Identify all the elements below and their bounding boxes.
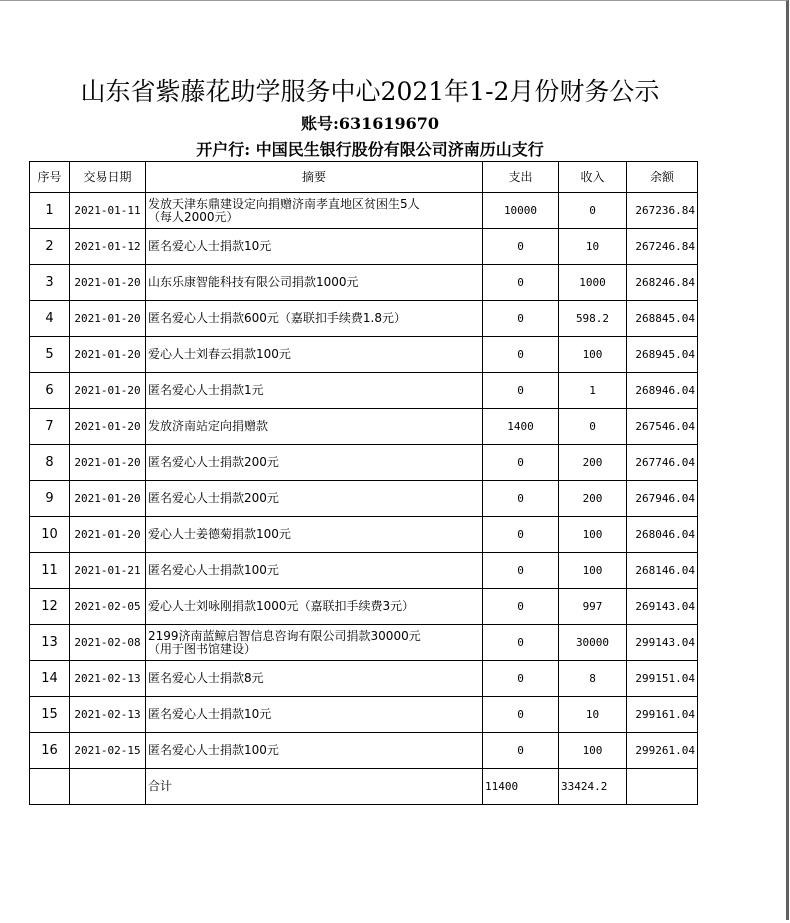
row-balance: 268146.04 bbox=[627, 553, 698, 589]
row-summary bbox=[146, 337, 483, 373]
row-summary-line: 发放济南站定向捐赠款 bbox=[148, 419, 269, 433]
row-seq: 2 bbox=[30, 229, 70, 265]
table-row bbox=[30, 661, 698, 697]
table-row bbox=[30, 589, 698, 625]
row-date: 2021-01-20 bbox=[70, 445, 146, 481]
row-date: 2021-02-08 bbox=[70, 625, 146, 661]
table-row bbox=[30, 445, 698, 481]
header-income: 收入 bbox=[559, 162, 627, 193]
row-summary bbox=[146, 661, 483, 697]
row-summary-line: 匿名爱心人士捐款10元 bbox=[148, 239, 272, 253]
row-date: 2021-01-20 bbox=[70, 337, 146, 373]
total-seq-cell bbox=[30, 769, 70, 805]
row-income: 30000 bbox=[559, 625, 627, 661]
row-date: 2021-01-20 bbox=[70, 301, 146, 337]
row-seq: 12 bbox=[30, 589, 70, 625]
row-seq: 13 bbox=[30, 625, 70, 661]
row-summary-line: 发放天津东鼎建设定向捐赠济南孝直地区贫困生5人 bbox=[148, 196, 420, 211]
row-date: 2021-02-13 bbox=[70, 661, 146, 697]
row-date: 2021-01-20 bbox=[70, 265, 146, 301]
table-row bbox=[30, 265, 698, 301]
row-date: 2021-01-20 bbox=[70, 481, 146, 517]
row-income: 200 bbox=[559, 481, 627, 517]
table-row bbox=[30, 553, 698, 589]
row-expense: 0 bbox=[483, 625, 559, 661]
row-summary bbox=[146, 481, 483, 517]
row-expense: 0 bbox=[483, 697, 559, 733]
row-seq: 15 bbox=[30, 697, 70, 733]
row-summary-line: 爱心人士刘春云捐款100元 bbox=[148, 347, 291, 361]
row-expense: 0 bbox=[483, 481, 559, 517]
table-row bbox=[30, 733, 698, 769]
table-row bbox=[30, 625, 698, 661]
row-summary bbox=[146, 733, 483, 769]
row-balance: 268946.04 bbox=[627, 373, 698, 409]
row-summary-line: 2199济南蓝鲸启智信息咨询有限公司捐款30000元 bbox=[148, 628, 421, 643]
header-seq: 序号 bbox=[30, 162, 70, 193]
row-summary-line: 爱心人士刘咏刚捐款1000元（嘉联扣手续费3元） bbox=[148, 599, 415, 613]
row-summary bbox=[146, 697, 483, 733]
row-seq: 10 bbox=[30, 517, 70, 553]
row-date: 2021-01-11 bbox=[70, 193, 146, 229]
row-balance: 268046.04 bbox=[627, 517, 698, 553]
row-balance: 268246.84 bbox=[627, 265, 698, 301]
row-income: 997 bbox=[559, 589, 627, 625]
row-income: 100 bbox=[559, 733, 627, 769]
row-summary-line: 匿名爱心人士捐款200元 bbox=[148, 491, 279, 505]
row-income: 1 bbox=[559, 373, 627, 409]
total-row bbox=[30, 769, 698, 805]
row-seq: 5 bbox=[30, 337, 70, 373]
table-row bbox=[30, 337, 698, 373]
row-income: 100 bbox=[559, 337, 627, 373]
row-date: 2021-01-21 bbox=[70, 553, 146, 589]
row-balance: 267946.04 bbox=[627, 481, 698, 517]
row-balance: 267246.84 bbox=[627, 229, 698, 265]
row-expense: 0 bbox=[483, 265, 559, 301]
row-income: 100 bbox=[559, 553, 627, 589]
row-summary-line: （每人2000元） bbox=[148, 209, 239, 224]
row-balance: 267236.84 bbox=[627, 193, 698, 229]
row-summary-line: 匿名爱心人士捐款100元 bbox=[148, 563, 279, 577]
header-balance: 余额 bbox=[627, 162, 698, 193]
page-title: 山东省紫藤花助学服务中心2021年1-2月份财务公示 bbox=[80, 77, 660, 106]
total-date-cell bbox=[70, 769, 146, 805]
row-summary-line: 匿名爱心人士捐款600元（嘉联扣手续费1.8元） bbox=[148, 311, 406, 325]
table-row bbox=[30, 409, 698, 445]
row-balance: 269143.04 bbox=[627, 589, 698, 625]
row-income: 10 bbox=[559, 697, 627, 733]
row-expense: 0 bbox=[483, 229, 559, 265]
row-balance: 268845.04 bbox=[627, 301, 698, 337]
table-row bbox=[30, 373, 698, 409]
row-balance: 267746.04 bbox=[627, 445, 698, 481]
row-summary bbox=[146, 553, 483, 589]
row-date: 2021-01-20 bbox=[70, 409, 146, 445]
row-seq: 4 bbox=[30, 301, 70, 337]
row-seq: 9 bbox=[30, 481, 70, 517]
total-label: 合计 bbox=[146, 769, 483, 805]
header-date: 交易日期 bbox=[70, 162, 146, 193]
row-date: 2021-02-13 bbox=[70, 697, 146, 733]
row-income: 598.2 bbox=[559, 301, 627, 337]
row-summary bbox=[146, 265, 483, 301]
row-income: 1000 bbox=[559, 265, 627, 301]
bank-name: 开户行: 中国民生银行股份有限公司济南历山支行 bbox=[196, 140, 544, 159]
row-balance: 267546.04 bbox=[627, 409, 698, 445]
row-income: 100 bbox=[559, 517, 627, 553]
row-expense: 0 bbox=[483, 661, 559, 697]
row-income: 200 bbox=[559, 445, 627, 481]
row-summary bbox=[146, 625, 483, 661]
row-expense: 0 bbox=[483, 553, 559, 589]
row-seq: 6 bbox=[30, 373, 70, 409]
finance-table bbox=[29, 161, 698, 805]
row-expense: 10000 bbox=[483, 193, 559, 229]
row-expense: 1400 bbox=[483, 409, 559, 445]
row-expense: 0 bbox=[483, 337, 559, 373]
table-body bbox=[30, 193, 698, 769]
row-summary bbox=[146, 229, 483, 265]
header-expense: 支出 bbox=[483, 162, 559, 193]
row-summary bbox=[146, 301, 483, 337]
row-summary-line: 山东乐康智能科技有限公司捐款1000元 bbox=[148, 275, 359, 289]
header-summary: 摘要 bbox=[146, 162, 483, 193]
total-expense: 11400 bbox=[483, 769, 559, 805]
row-income: 0 bbox=[559, 409, 627, 445]
row-seq: 16 bbox=[30, 733, 70, 769]
table-row bbox=[30, 517, 698, 553]
row-seq: 1 bbox=[30, 193, 70, 229]
row-date: 2021-01-12 bbox=[70, 229, 146, 265]
table-row bbox=[30, 229, 698, 265]
row-balance: 299143.04 bbox=[627, 625, 698, 661]
row-expense: 0 bbox=[483, 589, 559, 625]
row-summary bbox=[146, 517, 483, 553]
row-balance: 299261.04 bbox=[627, 733, 698, 769]
row-income: 8 bbox=[559, 661, 627, 697]
row-seq: 8 bbox=[30, 445, 70, 481]
row-date: 2021-02-15 bbox=[70, 733, 146, 769]
row-seq: 11 bbox=[30, 553, 70, 589]
table-row bbox=[30, 697, 698, 733]
row-seq: 14 bbox=[30, 661, 70, 697]
row-summary bbox=[146, 445, 483, 481]
row-summary bbox=[146, 193, 483, 229]
row-summary-line: 匿名爱心人士捐款1元 bbox=[148, 383, 264, 397]
table-row bbox=[30, 301, 698, 337]
row-summary bbox=[146, 373, 483, 409]
row-summary-line: 匿名爱心人士捐款8元 bbox=[148, 671, 264, 685]
total-income: 33424.2 bbox=[559, 769, 627, 805]
row-expense: 0 bbox=[483, 373, 559, 409]
row-seq: 3 bbox=[30, 265, 70, 301]
row-income: 0 bbox=[559, 193, 627, 229]
row-expense: 0 bbox=[483, 301, 559, 337]
table-header-row bbox=[30, 162, 698, 193]
account-number: 账号:631619670 bbox=[300, 114, 440, 133]
total-balance-cell bbox=[627, 769, 698, 805]
row-date: 2021-02-05 bbox=[70, 589, 146, 625]
row-summary-line: 爱心人士姜德菊捐款100元 bbox=[148, 527, 291, 541]
table-row bbox=[30, 481, 698, 517]
row-income: 10 bbox=[559, 229, 627, 265]
row-date: 2021-01-20 bbox=[70, 517, 146, 553]
row-summary-line: 匿名爱心人士捐款10元 bbox=[148, 707, 272, 721]
row-seq: 7 bbox=[30, 409, 70, 445]
row-summary-line: （用于图书馆建设） bbox=[148, 641, 257, 656]
row-expense: 0 bbox=[483, 445, 559, 481]
row-balance: 299151.04 bbox=[627, 661, 698, 697]
row-balance: 268945.04 bbox=[627, 337, 698, 373]
row-date: 2021-01-20 bbox=[70, 373, 146, 409]
row-summary bbox=[146, 409, 483, 445]
row-expense: 0 bbox=[483, 517, 559, 553]
table-row bbox=[30, 193, 698, 229]
row-summary bbox=[146, 589, 483, 625]
row-summary-line: 匿名爱心人士捐款100元 bbox=[148, 743, 279, 757]
row-balance: 299161.04 bbox=[627, 697, 698, 733]
row-expense: 0 bbox=[483, 733, 559, 769]
row-summary-line: 匿名爱心人士捐款200元 bbox=[148, 455, 279, 469]
